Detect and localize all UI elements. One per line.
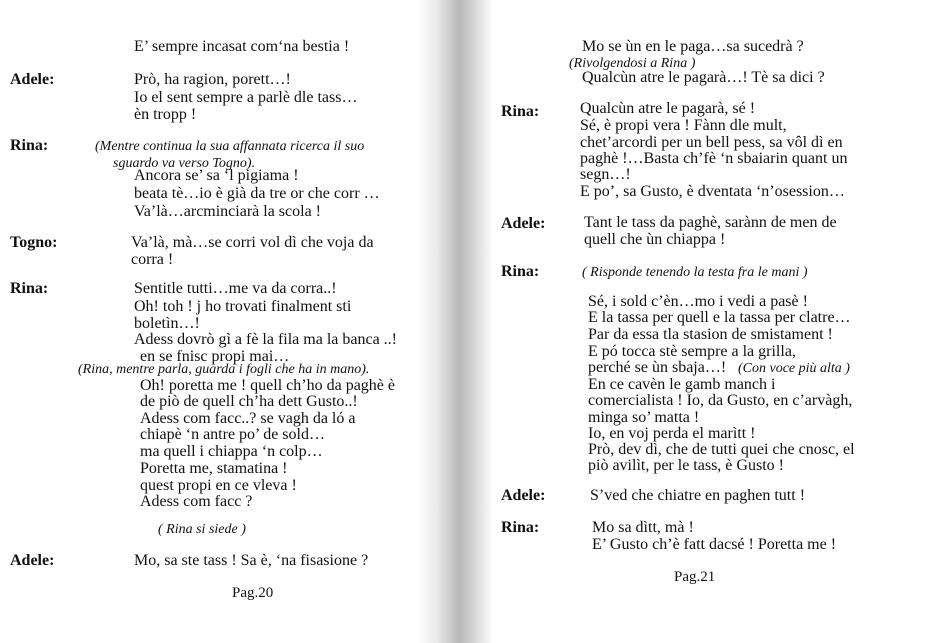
dialogue-line: E la tassa per quell e la tassa per clatre… <box>588 309 851 326</box>
stage-direction: (Rina, mentre parla, guarda i fogli che ha in mano). <box>78 362 370 377</box>
dialogue-line: Mo sa dìtt, mà ! <box>592 519 694 536</box>
dialogue-line: Adess com facc..? se vagh da ló a <box>140 410 356 427</box>
dialogue-line: Io el sent sempre a parlè dle tass… <box>134 89 358 106</box>
page-number: Pag.20 <box>232 585 274 601</box>
speaker-label: Rina: <box>10 280 49 297</box>
dialogue-line: Io, en voj perda el marìtt ! <box>588 425 756 442</box>
dialogue-line: Oh! poretta me ! quell ch’ho da paghè è <box>140 377 396 394</box>
dialogue-line: Par da essa tla stasion de smistament ! <box>588 326 833 343</box>
dialogue-line: ma quell i chiappa ‘n colp… <box>140 443 323 460</box>
dialogue-line: E pó tocca stè sempre a la grilla, <box>588 343 796 360</box>
dialogue-line: piò avilìt, per le tass, è Gusto ! <box>588 457 784 474</box>
speaker-label: Rina: <box>501 519 540 536</box>
dialogue-line: Sé, i sold c’èn…mo i vedi a pasè ! <box>588 293 808 310</box>
dialogue-line: En ce cavèn le gamb manch i <box>588 376 776 393</box>
stage-direction: (Rivolgendosi a Rina ) <box>569 56 696 71</box>
dialogue-line: Qualcùn atre le pagarà, sé ! <box>580 100 756 117</box>
left-page <box>0 0 460 643</box>
speaker-label: Adele: <box>10 552 55 569</box>
dialogue-line: Mo se ùn en le paga…sa sucedrà ? <box>582 38 804 55</box>
dialogue-line: Oh! toh ! j ho trovati finalment sti <box>134 298 352 315</box>
dialogue-line: de piò de quell ch’ha dett Gusto..! <box>140 393 358 410</box>
stage-direction: ( Rina si siede ) <box>158 522 246 537</box>
page-number: Pag.21 <box>674 569 716 585</box>
speaker-label: Adele: <box>10 71 55 88</box>
dialogue-line: Va’là, mà…se corri vol dì che voja da <box>131 234 374 251</box>
stage-direction: ( Risponde tenendo la testa fra le mani ) <box>582 265 808 280</box>
stage-direction: (Con voce più alta ) <box>738 361 850 376</box>
dialogue-line: Prò, dev dì, che de tutti quei che cnosc, el <box>588 441 855 458</box>
stage-direction: sguardo va verso Togno). <box>113 156 256 171</box>
dialogue-line: Sentitle tutti…me va da corra..! <box>134 280 337 297</box>
speaker-label: Rina: <box>10 137 49 154</box>
dialogue-line: boletìn…! <box>134 315 200 332</box>
dialogue-line: perché se ùn sbaja…! <box>588 359 727 376</box>
dialogue-line: paghè !…Basta ch’fè ‘n sbaiarin quant un <box>580 150 848 167</box>
dialogue-line: chet’arcordi per un bell pess, sa vôl dì en <box>580 134 843 151</box>
dialogue-line: Tant le tass da paghè, sarànn de men de <box>584 214 837 231</box>
dialogue-line: Ancora se’ sa ‘l pigiama ! <box>134 167 299 184</box>
dialogue-line: Adess dovrò gì a fè la fila ma la banca ..! <box>134 331 398 348</box>
dialogue-line: minga so’ matta ! <box>588 409 700 426</box>
speaker-label: Togno: <box>10 234 58 251</box>
stage-direction: (Mentre continua la sua affannata ricerca il suo <box>95 139 365 154</box>
dialogue-line: E’ sempre incasat com‘na bestia ! <box>134 38 350 55</box>
dialogue-line: E po’, sa Gusto, è dventata ‘n’osession… <box>580 183 845 200</box>
dialogue-line: S’ved che chiatre en paghen tutt ! <box>590 487 806 504</box>
dialogue-line: corra ! <box>131 251 174 268</box>
right-page <box>462 0 945 643</box>
speaker-label: Rina: <box>501 103 540 120</box>
dialogue-line: en se fnisc propi mai… <box>140 348 290 365</box>
speaker-label: Rina: <box>501 263 540 280</box>
dialogue-line: beata tè…io è già da tre or che corr … <box>134 185 380 202</box>
speaker-label: Adele: <box>501 215 546 232</box>
dialogue-line: Adess com facc ? <box>140 493 253 510</box>
dialogue-line: quest propi en ce vleva ! <box>140 477 297 494</box>
speaker-label: Adele: <box>501 487 546 504</box>
dialogue-line: Prò, ha ragion, porett…! <box>134 71 291 88</box>
dialogue-line: comercialista ! Io, da Gusto, en c’arvàgh, <box>588 392 853 409</box>
dialogue-line: Sé, è propi vera ! Fànn dle mult, <box>580 117 787 134</box>
dialogue-line: Poretta me, stamatina ! <box>140 460 288 477</box>
dialogue-line: quell che ùn chiappa ! <box>584 231 726 248</box>
dialogue-line: segn…! <box>580 166 631 183</box>
dialogue-line: Qualcùn atre le pagarà…! Tè sa dici ? <box>582 69 825 86</box>
dialogue-line: E’ Gusto ch’è fatt dacsé ! Poretta me ! <box>592 536 837 553</box>
dialogue-line: Mo, sa ste tass ! Sa è, ‘na fisasione ? <box>134 552 369 569</box>
dialogue-line: Va’là…arcminciarà la scola ! <box>134 203 322 220</box>
dialogue-line: èn tropp ! <box>134 106 197 123</box>
dialogue-line: chiapè ‘n antre po’ de sold… <box>140 426 325 443</box>
